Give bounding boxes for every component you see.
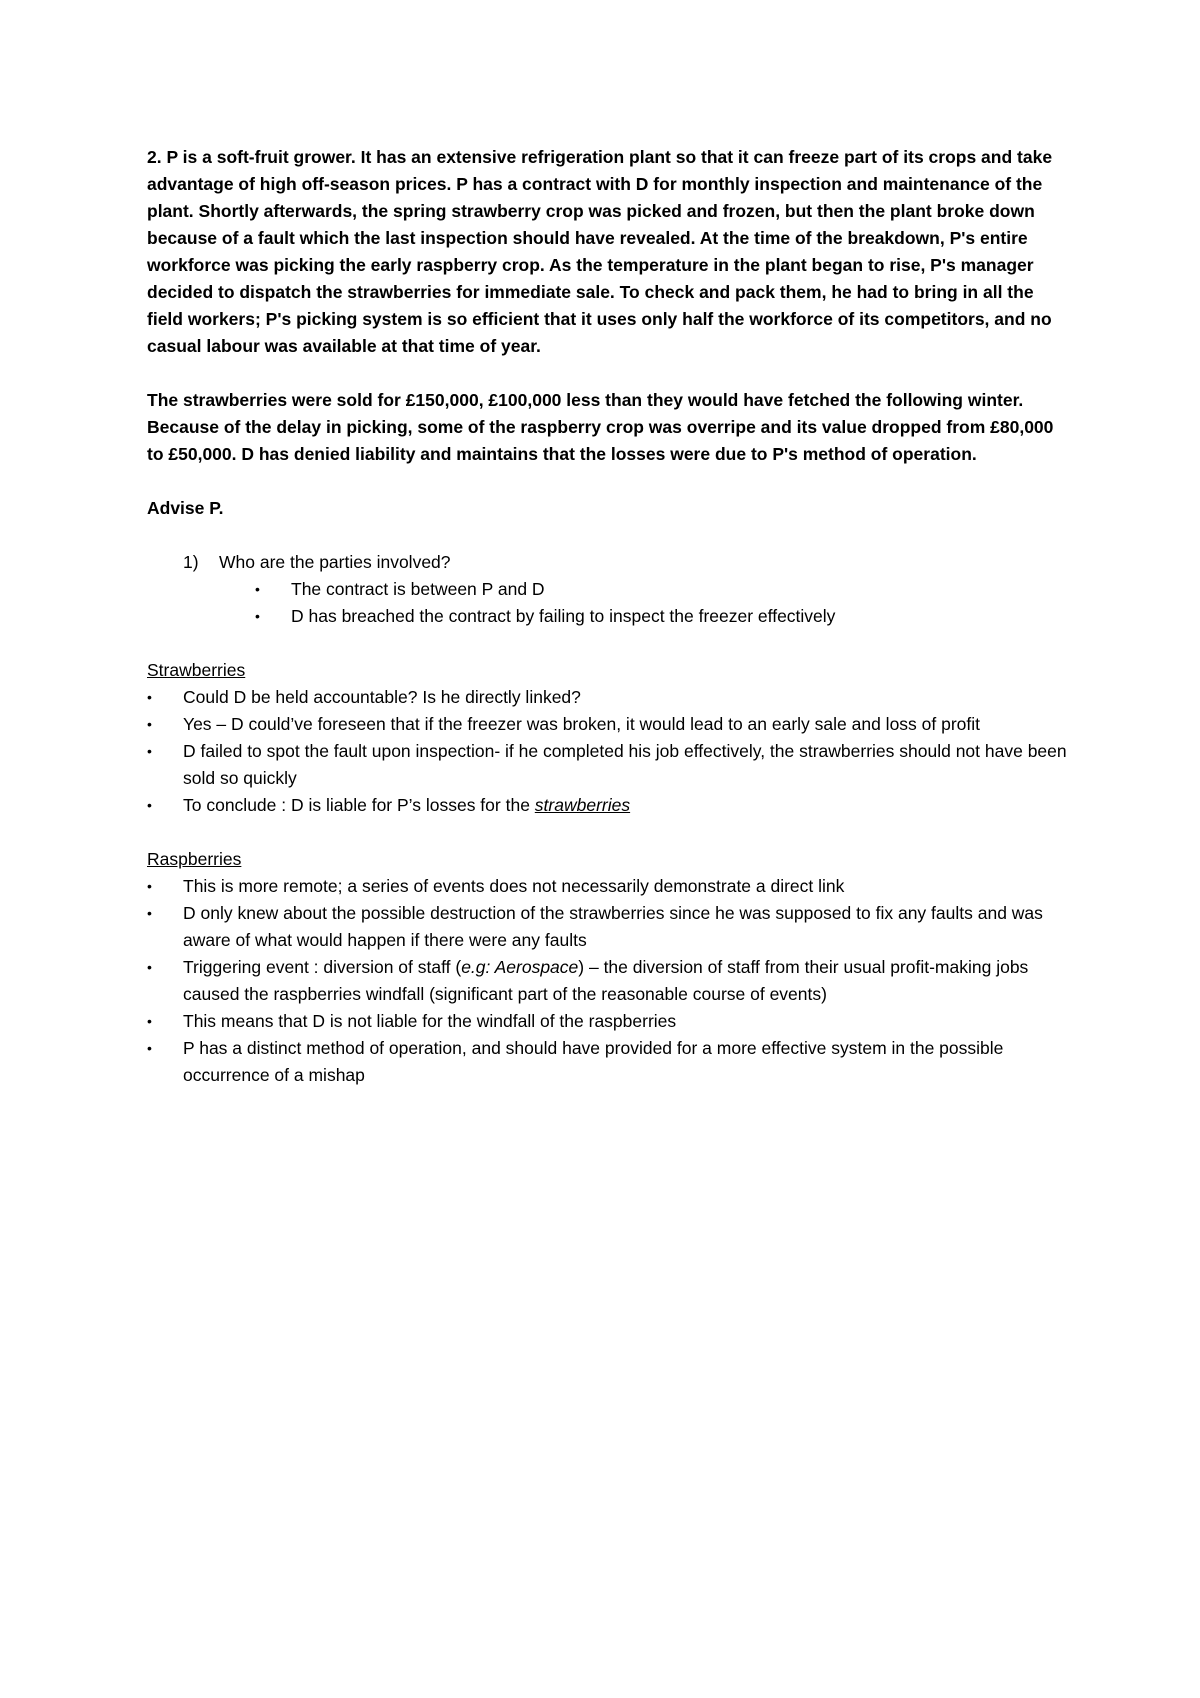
bullet-text: To conclude : D is liable for P’s losses for the	[183, 795, 535, 815]
bullet-text: D only knew about the possible destruction of the strawberries since he was supposed to fix any faults and was aware of what would happen if there were any faults	[183, 903, 1043, 950]
strawberries-emphasis: strawberries	[534, 795, 631, 815]
bullet-text: P has a distinct method of operation, and should have provided for a more effective system in the possible occurrence of a mishap	[183, 1038, 1004, 1085]
parties-bullets	[219, 576, 1067, 630]
list-item	[219, 576, 1067, 603]
strawberries-bullets	[147, 684, 1067, 819]
bullet-text: This means that D is not liable for the windfall of the raspberries	[183, 1011, 677, 1031]
parties-list	[147, 549, 1067, 630]
raspberries-heading: Raspberries	[147, 849, 242, 869]
list-item	[147, 738, 1067, 792]
document-page	[147, 144, 1067, 1089]
problem-question	[147, 144, 1067, 468]
bullet-icon: •	[255, 581, 260, 597]
bullet-text: Could D be held accountable? Is he directly linked?	[183, 687, 581, 707]
bullet-icon: •	[147, 1013, 152, 1029]
bullet-text: Yes – D could’ve foreseen that if the freezer was broken, it would lead to an early sale and loss of profit	[183, 714, 981, 734]
parties-question: Who are the parties involved?	[219, 552, 451, 572]
list-item	[147, 954, 1067, 1008]
bullet-icon: •	[147, 959, 152, 975]
list-item	[147, 711, 1067, 738]
bullet-text: This is more remote; a series of events does not necessarily demonstrate a direct link	[183, 876, 845, 896]
example-case: e.g: Aerospace	[461, 957, 579, 977]
bullet-icon: •	[147, 743, 152, 759]
list-number: 1)	[183, 552, 199, 572]
bullet-text: The contract is between P and D	[291, 579, 545, 599]
list-item	[147, 684, 1067, 711]
list-item	[147, 1008, 1067, 1035]
list-item	[147, 792, 1067, 819]
bullet-icon: •	[147, 716, 152, 732]
raspberries-bullets	[147, 873, 1067, 1089]
list-item	[219, 603, 1067, 630]
bullet-icon: •	[255, 608, 260, 624]
question-paragraph-1: 2. P is a soft-fruit grower. It has an extensive refrigeration plant so that it can freeze part of its crops and take advantage of high off-season prices. P has a contract with D for monthly inspection and maintenance of the plant. Shortly afterwards, the spring strawberry crop was picked and frozen, but then the plant broke down because of a fault which the last inspection should have revealed. At the time of the breakdown, P's entire workforce was picking the early raspberry crop. As the temperature in the plant began to rise, P's manager decided to dispatch the strawberries for immediate sale. To check and pack them, he had to bring in all the field workers; P's picking system is so efficient that it uses only half the workforce of its competitors, and no casual labour was available at that time of year.	[147, 147, 1053, 356]
list-item	[147, 900, 1067, 954]
bullet-icon: •	[147, 878, 152, 894]
bullet-icon: •	[147, 905, 152, 921]
list-item	[147, 873, 1067, 900]
bullet-text: ) – the diversion of staff from their usual profit-making jobs caused the raspberries windfall (significant part of the reasonable course of events)	[183, 957, 1029, 1004]
bullet-icon: •	[147, 1040, 152, 1056]
bullet-text: D failed to spot the fault upon inspection- if he completed his job effectively, the strawberries should not have been sold so quickly	[183, 741, 1067, 788]
bullet-icon: •	[147, 689, 152, 705]
strawberries-heading: Strawberries	[147, 660, 246, 680]
bullet-text: D has breached the contract by failing to inspect the freezer effectively	[291, 606, 836, 626]
bullet-icon: •	[147, 797, 152, 813]
bullet-text: Triggering event : diversion of staff (	[183, 957, 462, 977]
parties-item	[147, 549, 1067, 630]
list-item	[147, 1035, 1067, 1089]
question-paragraph-2: The strawberries were sold for £150,000, £100,000 less than they would have fetched the following winter. Because of the delay in picking, some of the raspberry crop was overripe and its value dropped from £80,000 to £50,000. D has denied liability and maintains that the losses were due to P's method of operation.	[147, 390, 1054, 464]
advise-instruction: Advise P.	[147, 498, 224, 518]
